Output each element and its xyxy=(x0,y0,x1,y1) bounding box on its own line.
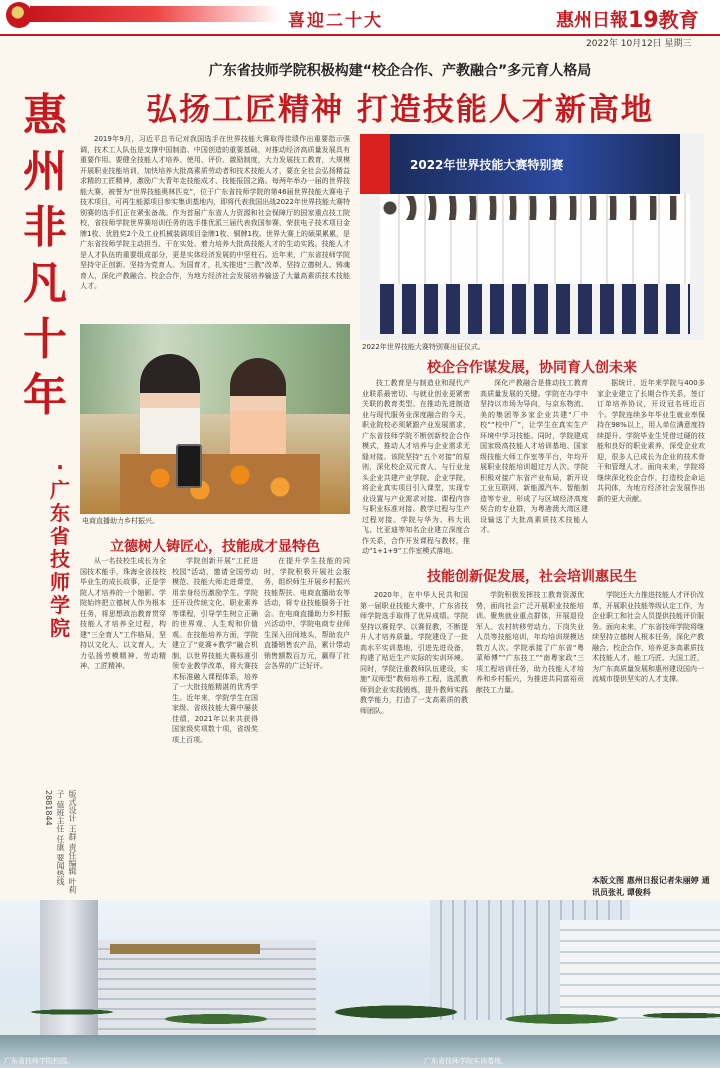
school-name: ·广东省技师学院 xyxy=(50,455,70,640)
party-emblem-icon xyxy=(6,2,32,28)
photo1-caption: 电商直播助力乡村振兴。 xyxy=(82,517,159,525)
campus-photo xyxy=(0,900,720,1068)
section-name: 教育 xyxy=(658,8,699,32)
column-title: 惠州非凡十年 xyxy=(23,90,67,421)
newspaper-name: 惠州日報 xyxy=(556,10,628,31)
coop-col-1: 技工教育是与制造业和现代产业联系最密切、与就业创业更紧密关联的教育类型。在推动先进制造业与现代服务业深度融合的今天，职业院校必须紧跟产业发展需求，广东省技师学院不断创新校企合作模式，推动人才培养与企业需求无缝对接。该院坚持“五个对接”的原则，深化校企双元育人，与行业龙头企业共建产业学院、企业学院，将企业真实项目引入课堂，实现专业设置与产业需求对接、课程内容与职业标准对接、教学过程与生产过程对接。学院与华为、科大讯飞、比亚迪等知名企业建立深度合作关系，合作开发课程与教材，推动“1+1+9”工作室模式落地。 xyxy=(362,379,470,555)
team-heads xyxy=(380,196,690,220)
tech-col-2: 学院积极发挥技工教育资源优势，面向社会广泛开展职业技能培训。聚焦就业重点群体，开展退役军人、农村转移劳动力、下岗失业人员等技能培训，年均培训规模达数万人次。学院承接了广东省“粤菜师傅”“广东技工”“南粤家政”三项工程培训任务，助力技能人才培养和乡村振兴，为推进共同富裕贡献技工力量。 xyxy=(476,591,584,694)
oranges-table xyxy=(120,454,320,514)
header-slogan: 喜迎二十大 xyxy=(288,11,383,31)
moral-col-3: 在提升学生技能的同时，学院积极开展社会服务，组织师生开展乡村振兴技能帮扶、电商直播助农等活动，将专业技能服务于社会。在电商直播助力乡村振兴活动中，学院电商专业师生深入田间地头，帮助农户直播销售农产品，累计带动销售额数百万元，赢得了社会各界的广泛好评。 xyxy=(264,557,350,670)
campus-pond xyxy=(0,1035,720,1068)
orchard-background xyxy=(80,324,350,414)
section-heading-moral: 立德树人铸匠心，技能成才显特色 xyxy=(110,539,320,555)
sub-headline: 广东省技师学院积极构建“校企合作、产教融合”多元育人格局 xyxy=(208,63,592,79)
section-heading-tech: 技能创新促发展，社会培训惠民生 xyxy=(427,569,637,585)
campus-caption-left: 广东省技师学院校园。 xyxy=(4,1057,74,1065)
intro-text: 2019年9月，习近平总书记对我国选手在世界技能大赛取得佳绩作出重要指示强调，技术工人队伍是支撑中国制造、中国创造的重要基础，对推动经济高质量发展具有重要作用。要健全技能人才培养、使用、评价、激励制度，大力发展技工教育，大规模开展职业技能培训，加快培养大批高素质劳动者和技术技能人才，要在全社会弘扬精益求精的工匠精神，激励广大青年走技能成才、技能报国之路。每两年举办一届的世界技能大赛，被誉为“世界技能奥林匹克”，位于广东省技师学院的第46届世界技能大赛电子技术项目，可再生能源项目参实集训基地内，即将代表我国出战2022年世界技能大赛特别赛的选手们正在紧张备战。作为首届广东省人力资源和社会保障厅的国家重点技工院校，省技师学院世界赛培训任务的选手推优派三届代表我国参赛，荣获电子技术项目金牌1枚、优胜奖2个及工业机械装调项目金牌1枚、铜牌1枚。世界大赛上的硕果累累，是广东省技师学院主动担当、干在实处、着力培养大批高技能人才的生动实践。技能人才是人才队伍的重要组成部分，更是实体经济发展的中坚柱石。近年来，广东省技师学院坚持守正创新、坚持为党育人、为国育才，扎实推进“三教”改革，坚持立德树人、铸魂育人，深化产教融合、校企合作，为地方经济社会发展培养输送了大量高素质技术技能人才。 xyxy=(80,135,350,290)
phone-on-tripod xyxy=(176,444,202,488)
event-banner-title: 2022年世界技能大赛特别赛 xyxy=(410,158,564,172)
campus-caption-right: 广东省技师学院实训基地。 xyxy=(424,1057,508,1065)
section-heading-coop: 校企合作谋发展，协同育人创未来 xyxy=(427,360,637,376)
byline: 本版文图 惠州日报记者朱丽婷 通讯员张礼 谭俊科 xyxy=(592,876,710,897)
coop-col-3: 据统计，近年来学院与400多家企业建立了长期合作关系，签订订单培养协议，开设冠名班近百个。学院连续多年毕业生就业率保持在98%以上，用人单位满意度持续提升。学院毕业生凭借过硬的技能和良好的职业素养，深受企业欢迎，很多人已成长为企业的技术骨干和管理人才。面向未来，学院将继续深化校企合作，打造校企命运共同体，为地方经济社会发展作出新的更大贡献。 xyxy=(597,379,705,503)
tech-col-3: 学院还大力推进技能人才评价改革，开展职业技能等级认定工作，为企业职工和社会人员提供技能评价服务。面向未来，广东省技师学院将继续坚持立德树人根本任务，深化产教融合、校企合作，培养更多高素质技术技能人才、能工巧匠、大国工匠，为广东高质量发展和惠州建设国内一流城市提供坚实的人才支撑。 xyxy=(592,591,704,683)
issue-date: 2022年 10月12日 星期三 xyxy=(586,39,692,49)
photo2-caption: 2022年世界技能大赛特别赛出征仪式。 xyxy=(362,343,485,351)
livestream-photo xyxy=(80,324,350,514)
flag-ribbon xyxy=(30,6,280,22)
tech-col-1: 2020年，在中华人民共和国第一届职业技能大赛中，广东省技师学院选手取得了优异成绩。学院坚持以赛促学、以赛促教，不断提升人才培养质量。学院建设了一批高水平实训基地，引进先进设备，构建了贴近生产实际的实训环境。同时，学院注重教师队伍建设，实施“双师型”教师培养工程，选派教师到企业实践锻炼，提升教师实践教学能力，打造了一支高素质的教师团队。 xyxy=(360,591,468,715)
page-number-section xyxy=(628,4,699,33)
building-sign xyxy=(110,944,260,954)
team-lower xyxy=(380,284,690,334)
editor-credits: 版式设计 王群 责任编辑 叶莉子 值班主任 任康 要闻热线 2881844 xyxy=(44,790,77,894)
campus-trees xyxy=(0,970,720,1040)
coop-col-2: 深化产教融合是推动技工教育高质量发展的关键。学院在办学中坚持以市场为导向，与京东物流、美的集团等多家企业共建“厂中校”“校中厂”，让学生在真实生产环境中学习技能。同时，学院建成国家级高技能人才培训基地、国家级技能大师工作室等平台，年均开展职业技能培训超过万人次。学院积极对接广东省产业布局，新开设工业互联网、新能源汽车、智能制造等专业，形成了与区域经济高度契合的专业群，为粤港澳大湾区建设输送了大批高素质技术技能人才。 xyxy=(480,379,588,534)
main-headline: 弘扬工匠精神 打造技能人才新高地 xyxy=(146,92,654,128)
page-number: 19 xyxy=(628,8,659,33)
team-photo xyxy=(360,134,704,340)
moral-col-1: 从一名技校生成长为全国技术能手，珠海全省技校毕业生的成长故事，正是学院人才培养的一个缩影。学院始终把立德树人作为根本任务，将思想政治教育贯穿技能人才培养全过程，构建“三全育人”工作格局，坚持以文化人、以文育人，大力弘扬劳模精神、劳动精神、工匠精神。 xyxy=(80,557,166,670)
moral-col-2: 学院创新开展“工匠进校园”活动，邀请全国劳动模范、技能大师走进课堂，用亲身经历激励学生。学院还开设传统文化、职业素养等课程，引导学生树立正确的世界观、人生观和价值观。在技能培养方面，学院建立了“竞赛+教学”融合机制，以世界技能大赛标准引领专业教学改革，将大赛技术标准融入课程体系，培养了一大批技能精湛的优秀学生。近年来，学院学生在国家级、省级技能大赛中屡获佳绩，2021年以来共获得国家级奖项数十项，省级奖项上百项。 xyxy=(172,557,258,744)
